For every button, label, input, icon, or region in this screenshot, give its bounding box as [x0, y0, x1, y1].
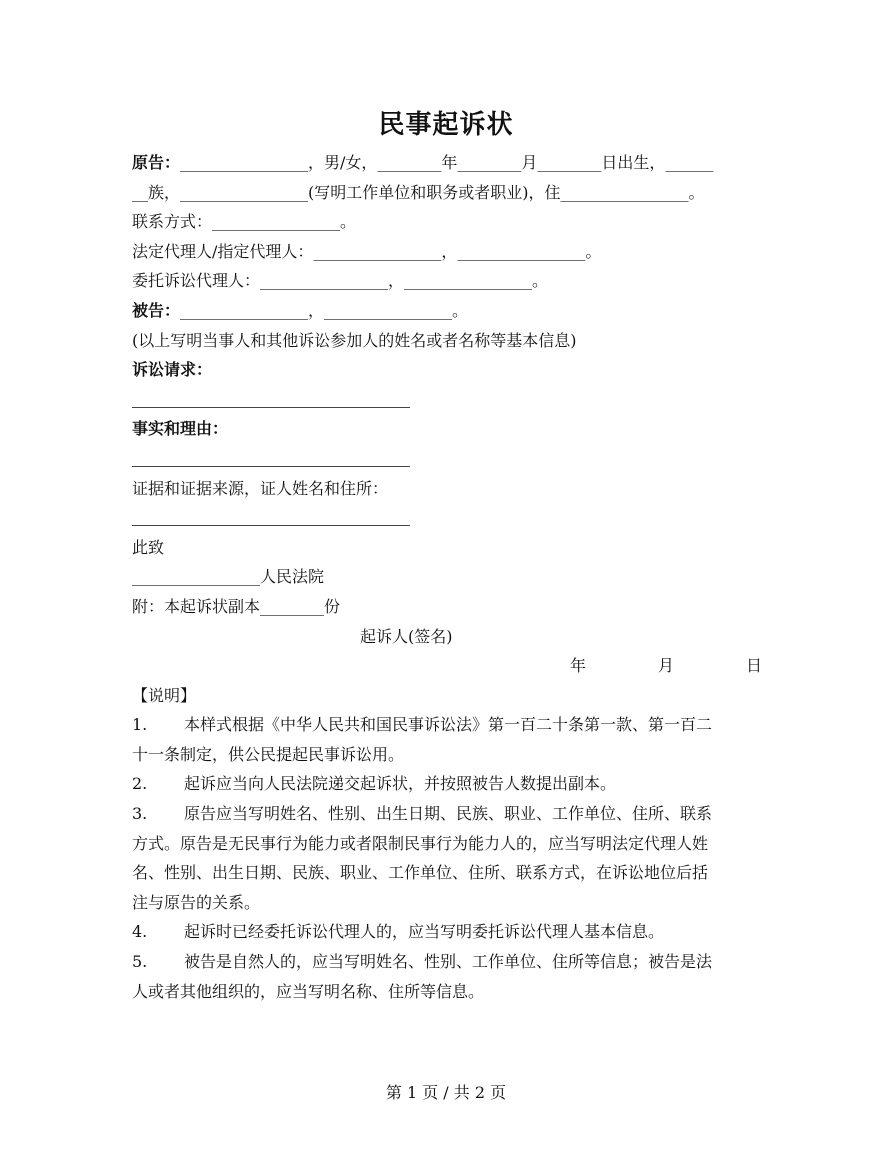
date-year: 年	[570, 656, 587, 676]
signature-line: 起诉人(签名)	[360, 626, 453, 646]
legal-agent-line: 法定代理人/指定代理人：________________，________________。	[132, 241, 602, 261]
document-title: 民事起诉状	[378, 110, 514, 140]
salute-line: 此致	[132, 537, 165, 557]
parties-note: (以上写明当事人和其他诉讼参加人的姓名或者名称等基本信息)	[132, 330, 577, 350]
evidence-heading: 证据和证据来源，证人姓名和住所：	[132, 478, 389, 498]
facts-blank	[132, 444, 764, 474]
instruction-item-5	[132, 947, 764, 1006]
instruction-text: 被告是自然人的，应当写明姓名、性别、工作单位、住所等信息；被告是法	[184, 952, 713, 972]
instruction-text: 起诉时已经委托诉讼代理人的，应当写明委托诉讼代理人基本信息。	[184, 922, 665, 942]
claims-rule	[132, 407, 410, 408]
instruction-line: 十一条制定，供公民提起民事诉讼用。	[132, 744, 405, 764]
instruction-line	[132, 917, 764, 947]
defendant-label: 被告：	[132, 300, 181, 320]
instruction-number: 3.	[132, 804, 148, 824]
date-month: 月	[658, 656, 675, 676]
date-day: 日	[746, 656, 763, 676]
instruction-line: 名、性别、出生日期、民族、职业、工作单位、住所、联系方式，在诉讼地位后括	[132, 863, 709, 883]
contact-line: 联系方式：________________。	[132, 212, 357, 232]
instruction-item-1	[132, 710, 764, 769]
evidence-rule	[132, 525, 410, 526]
court-line: ________________人民法院	[132, 567, 325, 587]
plaintiff-fields-1: ________________，男/女，________年________月________日出生，______	[180, 153, 714, 172]
instruction-line	[132, 947, 764, 977]
instruction-item-2	[132, 769, 764, 799]
date-line	[132, 651, 764, 681]
instruction-line: 人或者其他组织的，应当写明名称、住所等信息。	[132, 981, 485, 1001]
instruction-line: 注与原告的关系。	[132, 892, 261, 912]
instruction-number: 2.	[132, 774, 148, 794]
defendant-line	[132, 296, 764, 326]
entrusted-agent-line: 委托诉讼代理人：________________，________________。	[132, 271, 549, 291]
facts-heading: 事实和理由：	[132, 419, 229, 439]
instruction-text: 本样式根据《中华人民共和国民事诉讼法》第一百二十条第一款、第一百二	[184, 715, 713, 735]
instruction-line	[132, 799, 764, 829]
claims-blank	[132, 385, 764, 415]
instruction-line: 方式。原告是无民事行为能力或者限制民事行为能力人的，应当写明法定代理人姓	[132, 833, 709, 853]
instruction-text: 起诉应当向人民法院递交起诉状，并按照被告人数提出副本。	[184, 774, 617, 794]
page-footer: 第 1 页 / 共 2 页	[385, 1083, 507, 1102]
complaint-body	[132, 148, 764, 1006]
plaintiff-label: 原告：	[132, 153, 181, 172]
instruction-number: 4.	[132, 922, 148, 942]
evidence-blank	[132, 503, 764, 533]
plaintiff-line-2: __族，________________(写明工作单位和职务或者职业)，住________________。	[132, 182, 705, 202]
claims-heading: 诉讼请求：	[132, 360, 213, 380]
instruction-text: 原告应当写明姓名、性别、出生日期、民族、职业、工作单位、住所、联系	[184, 804, 713, 824]
instruction-item-4	[132, 917, 764, 947]
instruction-number: 5.	[132, 952, 148, 972]
attachment-line: 附：本起诉状副本________份	[132, 596, 341, 616]
instruction-item-3	[132, 799, 764, 917]
defendant-fields: ________________，________________。	[180, 300, 469, 320]
facts-rule	[132, 466, 410, 467]
instruction-line	[132, 710, 764, 740]
instruction-line	[132, 769, 764, 799]
instruction-number: 1.	[132, 715, 148, 735]
plaintiff-line-1	[132, 148, 764, 178]
instructions-heading: 【说明】	[132, 685, 197, 705]
